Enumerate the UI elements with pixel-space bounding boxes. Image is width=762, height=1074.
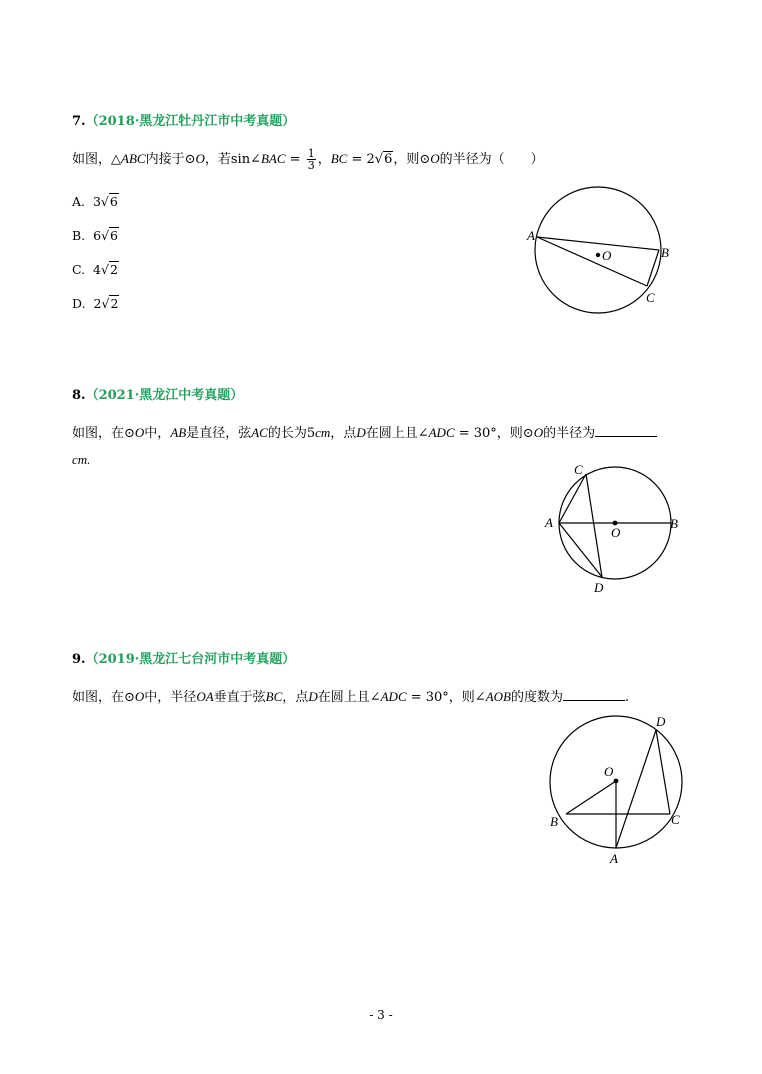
page-number: - 3 -: [369, 1008, 393, 1022]
fig9-label-d: D: [656, 714, 666, 729]
fig9-chord-dc: [656, 730, 670, 814]
fig9-radius-ob: [566, 781, 616, 814]
fig9-chord-ad: [616, 730, 656, 848]
fig9-label-b: B: [550, 814, 558, 829]
option-a[interactable]: A. 3√6: [72, 194, 118, 209]
answer-blank-9[interactable]: [563, 700, 625, 701]
option-b[interactable]: B. 6√6: [72, 228, 118, 243]
question-9-stem: 如图，在⊙O中，半径OA垂直于弦BC，点D在圆上且∠ADC = 30°，则∠AOB的度数为 .: [72, 689, 630, 705]
fig9-label-c: C: [671, 812, 680, 827]
option-d[interactable]: D. 2√2: [72, 296, 119, 311]
option-c[interactable]: C. 4√2: [72, 262, 118, 277]
figure-9-circle-diagram: [540, 706, 700, 870]
question-8-stem: 如图，在⊙O中，AB是直径，弦AC的长为5cm，点D在圆上且∠ADC = 30°，则⊙O的半径为: [72, 422, 657, 441]
figure-7-circle-diagram: [520, 180, 680, 320]
question-9-number: 9.: [72, 652, 86, 667]
question-8-number: 8.: [72, 388, 86, 403]
fig7-label-c: C: [646, 290, 655, 305]
fig9-label-a: A: [610, 851, 618, 866]
figure-8-circle-diagram: [536, 458, 696, 598]
fig7-chord-ab: [537, 237, 659, 250]
fig8-label-o: O: [611, 525, 621, 540]
fig7-center-point: [596, 253, 600, 257]
question-7-stem: 如图，△ABC内接于⊙O，若sin∠BAC = $\frac{1}{3}$ ，BC = 2√6，则⊙O的半径为（ ）: [72, 147, 544, 172]
question-9-header: [72, 648, 295, 667]
question-7-header: [72, 110, 295, 129]
question-9-source: （2019·黑龙江七台河市中考真题）: [85, 652, 296, 667]
question-7-source: （2018·黑龙江牡丹江市中考真题）: [85, 114, 296, 129]
fig7-label-b: B: [661, 245, 669, 260]
question-8-header: [72, 384, 243, 403]
question-7-number: 7.: [72, 114, 86, 129]
fig8-label-d: D: [594, 580, 604, 595]
fig7-label-o: O: [602, 248, 612, 263]
fig9-center-point: [614, 779, 619, 784]
fig8-label-c: C: [574, 462, 583, 477]
question-8-unit: cm.: [72, 452, 91, 467]
fraction-one-third: $\frac{1}{3}$: [307, 147, 315, 172]
fig8-chord-cd: [586, 474, 602, 577]
fig9-label-o: O: [604, 764, 614, 779]
fig8-label-b: B: [670, 516, 678, 531]
fig8-chord-ac: [559, 474, 586, 523]
fig7-chord-ac: [537, 237, 647, 286]
question-8-source: （2021·黑龙江中考真题）: [85, 388, 244, 403]
answer-blank-8[interactable]: [595, 436, 657, 437]
fig8-label-a: A: [545, 515, 553, 530]
fig7-circle: [535, 187, 661, 313]
fig7-label-a: A: [527, 228, 535, 243]
